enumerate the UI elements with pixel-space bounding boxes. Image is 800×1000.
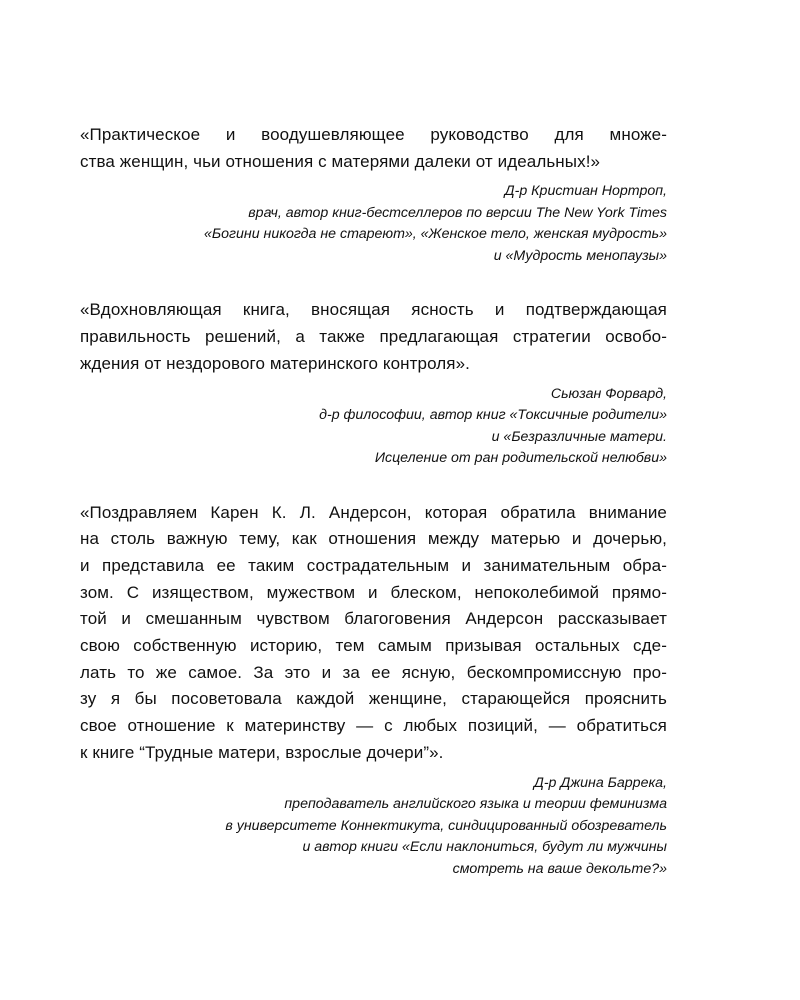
review-attribution [80,384,667,470]
attribution-line: «Богини никогда не стареют», «Женское тело, женская мудрость» [204,226,667,243]
quote-line: той и смешанным чувством благоговения Андерсон рассказывает [80,609,667,629]
review-attribution [80,181,667,267]
attribution-line: в университете Коннектикута, синдицированный обозреватель [225,817,667,834]
quote-line: лать то же самое. За это и за ее ясную, бескомпромиссную про- [80,662,667,682]
attribution-line: д-р философии, автор книг «Токсичные родители» [319,407,667,424]
attribution-line: и «Безразличные матери. [491,428,667,445]
quote-line: к книге “Трудные матери, взрослые дочери”». [80,742,444,762]
quote-line: ждения от нездорового материнского контроля». [80,353,470,373]
quote-line: «Практическое и воодушевляющее руководство для множе- [80,125,667,144]
quote-line: правильность решений, а также предлагающая стратегии освобо- [80,327,667,347]
review-quote [80,122,667,175]
quote-line: на столь важную тему, как отношения между матерью и дочерью, [80,529,667,549]
attribution-line: смотреть на ваше декольте?» [452,860,667,877]
book-reviews-page [80,122,667,880]
review-1 [80,122,667,267]
attribution-line: врач, автор книг-бестселлеров по версии The New York Times [248,204,667,221]
review-attribution [80,773,667,881]
quote-line: «Вдохновляющая книга, вносящая ясность и подтверждающая [80,300,667,320]
review-3 [80,500,667,881]
attribution-author: Д-р Джина Баррека, [533,774,667,791]
attribution-author: Д-р Кристиан Нортроп, [504,183,667,200]
quote-line: свое отношение к материнству — с любых позиций, — обратиться [80,716,667,736]
attribution-author: Сьюзан Форвард, [550,385,667,402]
quote-line: «Поздравляем Карен К. Л. Андерсон, которая обратила внимание [80,502,667,522]
attribution-line: и автор книги «Если наклониться, будут ли мужчины [302,839,667,856]
quote-line: зу я бы посоветовала каждой женщине, старающейся прояснить [80,689,667,709]
review-quote [80,297,667,377]
attribution-line: Исцеление от ран родительской нелюбви» [374,450,667,467]
quote-line: и представила ее таким сострадательным и занимательным обра- [80,555,667,575]
quote-line: зом. С изяществом, мужеством и блеском, непоколебимой прямо- [80,582,667,602]
attribution-line: преподаватель английского языка и теории феминизма [284,796,667,813]
quote-line: ства женщин, чьи отношения с матерями далеки от идеальных!» [80,151,601,171]
review-quote [80,500,667,767]
review-2 [80,297,667,469]
attribution-line: и «Мудрость менопаузы» [493,247,667,264]
quote-line: свою собственную историю, тем самым призывая остальных сде- [80,636,667,656]
